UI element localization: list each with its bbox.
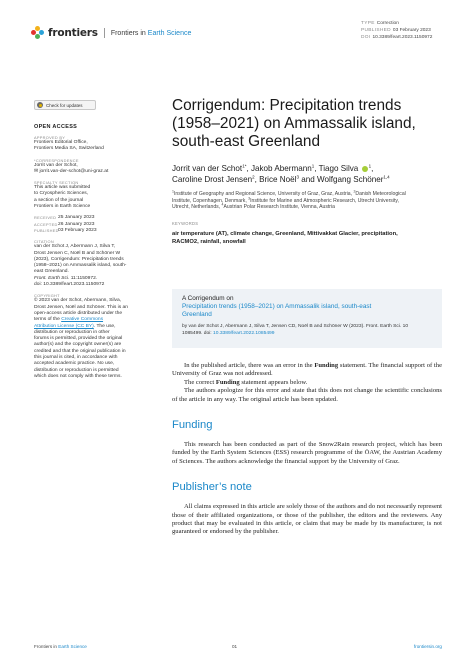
affil-sup: 1 — [172, 189, 174, 194]
correspondence-name: Jorrit van der Schot, — [34, 162, 78, 168]
specialty-block — [34, 180, 138, 210]
author-sup: 1 — [311, 163, 315, 169]
frontiers-logo[interactable] — [31, 26, 191, 40]
type-value: Correction — [376, 21, 399, 26]
citation-doi: doi: 10.3389/feart.2023.1150972 — [34, 282, 105, 288]
affil-text: Austrian Polar Research Institute, Vienna, Austria — [223, 204, 335, 210]
affil-sup: 3 — [248, 195, 251, 200]
copyright-text: accepted academic practice. No use, — [34, 361, 115, 367]
text-fragment: statement. The financial support of the University of Graz was not addressed. — [172, 362, 442, 378]
author-separator: , — [371, 164, 374, 173]
copyright-label: COPYRIGHT — [34, 293, 60, 299]
author-name[interactable]: , Brice Noël — [254, 175, 297, 184]
frontiers-logo-icon — [31, 26, 45, 40]
copyright-text: credited and that the original publication in — [34, 348, 126, 354]
funding-paragraph: This research has been conducted as part of the Snow2Rain research project, which has been funded by the Earth System Sciences (ESS) research programme of the ÖAW, the Austrian Academy of Sciences. The authors acknowledge the financial support by the University of Graz. — [172, 441, 442, 465]
orcid-icon[interactable] — [362, 166, 368, 172]
received-value: 25 January 2023 — [58, 215, 95, 221]
open-access-label: OPEN ACCESS — [34, 124, 78, 130]
correspondence-block — [34, 158, 138, 176]
published-label: PUBLISHED — [34, 227, 59, 233]
author-sup: 2 — [252, 174, 255, 180]
author-list — [172, 163, 442, 185]
divider — [104, 28, 105, 38]
updates-label: Check for updates — [46, 102, 83, 108]
copyright-fragment: . The use, — [93, 323, 116, 329]
affiliations — [172, 191, 442, 211]
author-sup: 3 — [296, 174, 299, 180]
title-line: south-east Greenland — [172, 133, 321, 150]
citation-text: east Greenland. — [34, 269, 69, 275]
license-link[interactable]: Creative Commons — [61, 317, 104, 323]
approved-value: Frontiers Editorial Office, — [34, 140, 88, 145]
body-paragraph: The authors apologize for this error and state that this does not change the scientific conclusions of the article in any way. The original article has been updated. — [172, 387, 442, 403]
published-value: 03 February 2023 — [392, 28, 431, 34]
article-header — [172, 97, 442, 246]
text-fragment: statement appears below. — [239, 378, 308, 386]
keywords-label: KEYWORDS — [172, 220, 199, 226]
title-line: (1958–2021) on Ammassalik island, — [172, 115, 416, 132]
copyright-text: Drost Jensen, Noël and Schöner. This is an — [34, 304, 128, 310]
citation-block — [34, 239, 138, 288]
specialty-text: to Cryospheric Sciences, — [34, 191, 89, 197]
affil-sup: 4 — [221, 202, 224, 207]
journal-prefix: Frontiers in — [110, 29, 148, 37]
body-paragraph — [172, 379, 442, 387]
author-sup: 1 — [368, 163, 372, 169]
footer-journal-accent: Earth Science — [58, 644, 87, 649]
published-value: 03 February 2023 — [58, 227, 97, 233]
specialty-text: Frontiers in Earth Science — [34, 204, 91, 210]
citation-line: by van der Schot J, Abermann J, Silva T, Jensen CD, Noël B and Schöner W (2023). Front. Earth Sci. 10 — [182, 324, 409, 329]
publisher-note-paragraph: All claims expressed in this article are solely those of the authors and do not necessarily represent those of their affiliated organizations, or those of the publisher, the editors and the reviewers. Any product that may be evaluated in this article, or claim that may be made by its manufacturer, is not guaranteed or endorsed by the publisher. — [172, 503, 442, 536]
doi-value[interactable]: 10.3389/feart.2023.1150972 — [372, 35, 433, 41]
footer-journal — [34, 644, 87, 649]
body-paragraph — [172, 362, 442, 379]
copyright-text: author(s) and the copyright owner(s) are — [34, 342, 122, 348]
affil-text: Institute of Geography and Regional Science, University of Graz, Graz, Austria, — [173, 191, 354, 197]
accepted-label: ACCEPTED — [34, 221, 58, 227]
keywords-line: RACMO2, rainfall, snowfall — [172, 238, 246, 245]
keywords-line: air temperature (AT), climate change, Greenland, Mittivakkat Glacier, precipitation, — [172, 230, 398, 237]
keywords — [172, 230, 442, 246]
article-body — [172, 362, 442, 537]
type-line — [361, 20, 432, 27]
dates-block — [34, 215, 138, 234]
license-link[interactable]: Attribution License (CC BY) — [34, 323, 94, 329]
text-bold: Funding — [314, 362, 339, 369]
footer-journal-prefix: Frontiers in — [34, 644, 59, 649]
text-fragment: In the published article, there was an error in the — [184, 362, 315, 369]
specialty-label: SPECIALTY SECTION — [34, 180, 79, 186]
specialty-text: This article was submitted — [34, 185, 91, 191]
author-name[interactable]: , Jakob Abermann — [246, 164, 312, 173]
copyright-block — [34, 293, 138, 380]
citation-journal: Front. Earth Sci. — [34, 275, 70, 281]
original-citation — [182, 324, 432, 337]
approved-block — [34, 135, 138, 153]
corrigendum-heading: A Corrigendum on — [182, 295, 234, 302]
citation-text: Drost Jensen C, Noël B and Schöner W — [34, 250, 121, 256]
doi-link[interactable]: 10.3389/feart.2022.1085499 — [213, 330, 275, 336]
journal-name — [111, 30, 192, 37]
published-row — [34, 228, 138, 234]
footer-site-link[interactable]: frontiersin.org — [413, 644, 442, 649]
received-label: RECEIVED — [34, 215, 57, 221]
correspondence-label: *CORRESPONDENCE — [34, 157, 79, 163]
author-name[interactable]: Jorrit van der Schot — [172, 164, 243, 173]
affil-text: Utrecht, Netherlands, — [172, 204, 222, 210]
correspondence-email-line — [34, 169, 138, 175]
text-bold: Funding — [215, 378, 240, 386]
published-label: PUBLISHED — [361, 28, 391, 34]
affiliation-line — [172, 204, 442, 211]
original-article-link[interactable]: Precipitation trends (1958–2021) on Ammassalik island, south-east — [182, 303, 372, 310]
copyright-text: distribution or reproduction is permitted — [34, 367, 119, 373]
citation-text: van der Schot J, Abermann J, Silva T, — [34, 244, 116, 250]
corrigendum-box — [172, 289, 442, 348]
affil-text: Danish Meteorological — [355, 191, 406, 197]
publisher-note-heading: Publisher’s note — [172, 481, 252, 494]
correspondence-email[interactable]: jorrit.van-der-schot@uni-graz.at — [39, 168, 109, 174]
article-title — [172, 97, 442, 151]
author-name[interactable]: Caroline Drost Jensen — [172, 175, 253, 184]
copyright-text: this journal is cited, in accordance with — [34, 355, 118, 361]
page-header — [0, 0, 474, 60]
copyright-text: distribution or reproduction in other — [34, 329, 110, 335]
copyright-fragment: terms of the — [34, 317, 62, 323]
affil-text: Institute, Copenhagen, Denmark, — [172, 197, 249, 204]
article-meta — [361, 20, 432, 42]
page-footer — [34, 644, 442, 652]
specialty-text: a section of the journal — [34, 197, 84, 203]
affil-sup: 2 — [353, 189, 356, 194]
brand-name: frontiers — [48, 27, 98, 39]
type-label: TYPE — [361, 21, 375, 26]
published-line — [361, 27, 432, 34]
citation-text: (2023), Corrigendum: Precipitation trends — [34, 256, 124, 262]
accepted-value: 26 January 2023 — [58, 221, 95, 227]
sidebar — [34, 100, 138, 380]
citation-volume: 11:1150972. — [69, 275, 98, 281]
funding-heading: Funding — [172, 419, 213, 432]
copyright-text: © 2023 van der Schot, Abermann, Silva, — [34, 298, 122, 304]
citation-fragment: 1085499. doi: — [182, 330, 214, 336]
author-line — [172, 163, 442, 174]
citation-line — [182, 331, 432, 338]
approved-value: Frontiers Media SA, Switzerland — [34, 146, 104, 152]
updates-icon — [37, 102, 43, 108]
check-updates-button[interactable] — [34, 100, 96, 110]
copyright-text: forums is permitted, provided the original — [34, 336, 123, 342]
author-sup: 1* — [242, 163, 247, 169]
journal-accent: Earth Science — [147, 29, 192, 37]
approved-label: APPROVED BY — [34, 135, 66, 140]
citation-text: (1958–2021) on Ammassalik island, south- — [34, 263, 127, 269]
original-article-link[interactable]: Greenland — [182, 311, 212, 318]
citation-label: CITATION — [34, 239, 54, 245]
affil-text: Institute for Marine and Atmospheric Research, Utrecht University, — [250, 197, 399, 204]
doi-label: DOI — [361, 35, 371, 41]
doi-line — [361, 34, 432, 41]
text-fragment: The correct — [184, 378, 216, 386]
title-line: Corrigendum: Precipitation trends — [172, 97, 402, 114]
copyright-text: which does not comply with these terms. — [34, 373, 122, 379]
email-icon: ✉ — [34, 168, 40, 174]
author-name[interactable]: , Tiago Silva — [314, 164, 359, 173]
author-line — [172, 174, 442, 185]
author-sup: 1,4 — [383, 174, 390, 180]
copyright-text: open-access article distributed under the — [34, 310, 123, 316]
page-number: 01 — [232, 644, 238, 649]
author-name[interactable]: and Wolfgang Schöner — [298, 175, 384, 184]
